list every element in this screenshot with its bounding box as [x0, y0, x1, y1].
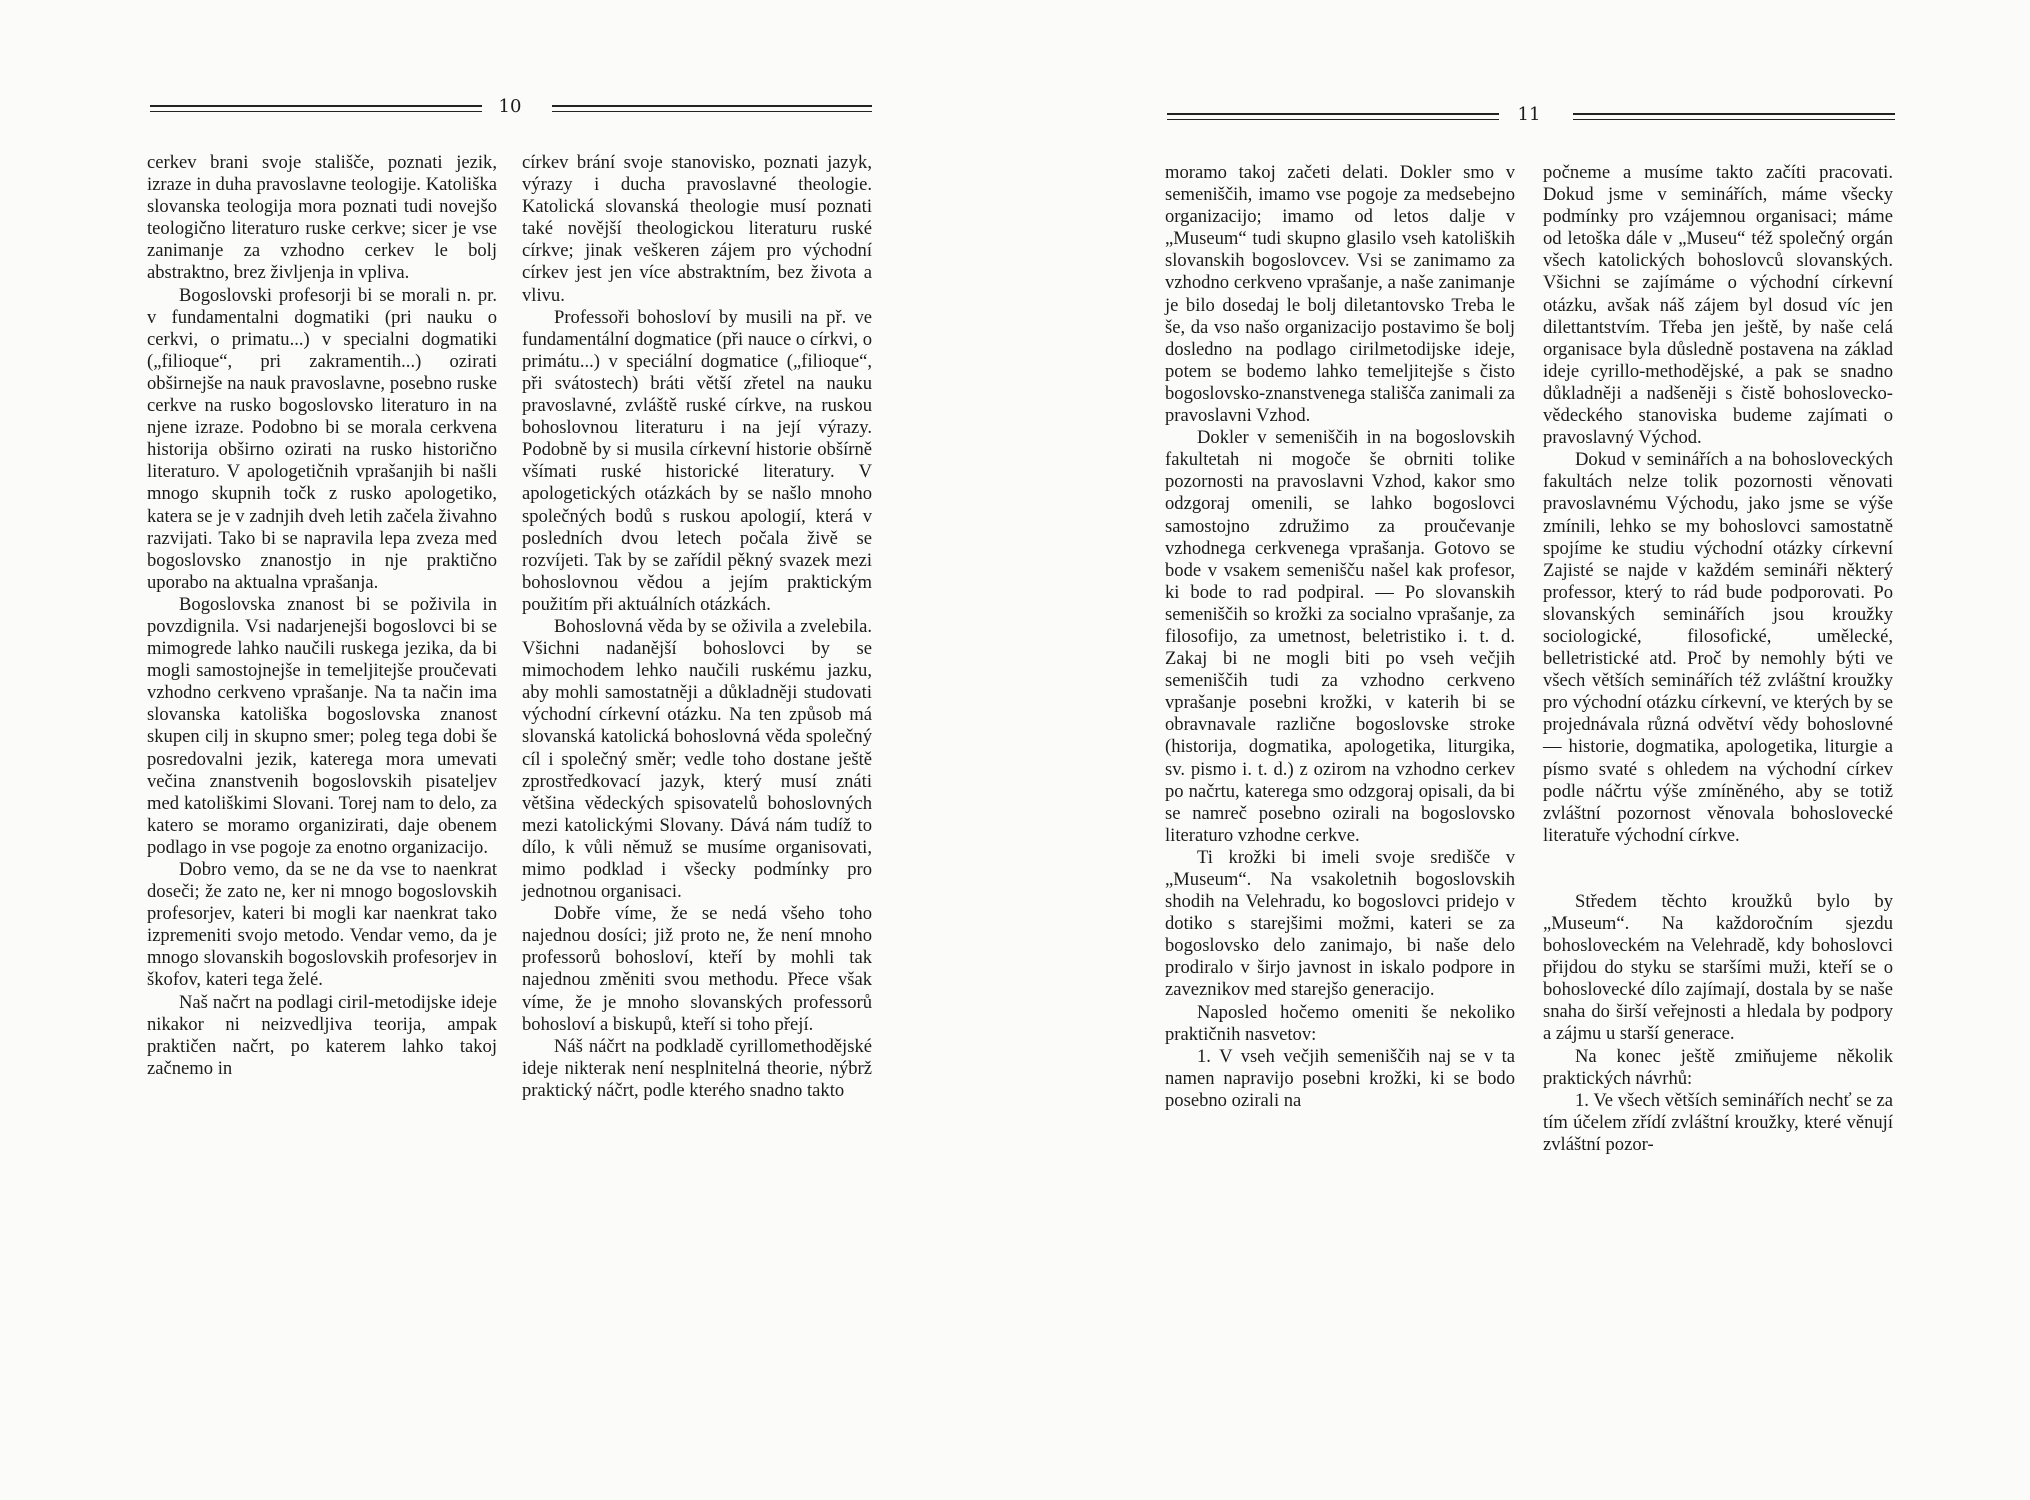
paragraph: 1. Ve všech větších seminářích nechť se za tím účelem zřídí zvláštní kroužky, které věnují zvláštní pozor-	[1543, 1089, 1893, 1155]
paragraph: Bogoslovska znanost bi se poživila in povzdignila. Vsi nadarjenejši bogoslovci bi se mimogrede lahko naučili ruskega jezika, da bi mogli samostojnejše in temeljitejše proučevati vzhodno cerkveno vprašanje. Na ta način ima slovanska katoliška bogoslovska znanost skupen cilj in skupno smer; poleg tega dobi še posredovalni jezik, katerega mora umevati večina znanstvenih bogoslovskih pisateljev med katoliškimi Slovani. Torej nam to delo, za katero se moramo organizirati, daje obenem podlago in vse pogoje za enotno organizacijo.	[147, 593, 497, 858]
paragraph: Ti krožki bi imeli svoje središče v „Museum“. Na vsakoletnih bogoslovskih shodih na Velehradu, ko bogoslovci pridejo v dotiko s starejšimi možmi, kateri se za bogoslovsko delo zanimajo, bi naše delo prodiralo v širjo javnost in iskalo podpore in zaveznikov med starejšo generacijo.	[1165, 846, 1515, 1001]
paragraph: Náš náčrt na podkladě cyrillomethodějské ideje nikterak není nesplnitelná theorie, nýbrž praktický náčrt, podle kterého snadno takto	[522, 1035, 872, 1101]
header-rule-right	[552, 105, 872, 112]
text-column-slovene	[1165, 162, 1515, 1112]
right-page	[1015, 0, 2030, 1500]
text-column-czech	[1543, 162, 1893, 1156]
header-rule-left	[1167, 113, 1499, 120]
page-header	[0, 96, 1015, 126]
paragraph: Na konec ještě zmiňujeme několik praktických návrhů:	[1543, 1045, 1893, 1089]
page-number: 11	[1517, 104, 1541, 125]
paragraph: Professoři bohosloví by musili na př. ve fundamentální dogmatice (při nauce o církvi, o primátu...) v speciální dogmatice („filioque“, při svátostech) bráti větší zřetel na nauku pravoslavné, zvláště ruské církve, na ruskou bohoslovnou literaturu i na její výrazy. Podobně by si musila církevní historie obšírně všímati ruské historické literatury. V apologetických otázkách by se našlo mnoho společných bodů s ruskou apologií, která v posledních dvou letech počala živě se rozvíjeti. Tak by se zařídil pěkný svazek mezi bohoslovnou vědou a jejím praktickým použitím při aktuálních otázkách.	[522, 306, 872, 615]
paragraph: Dokler v semeniščih in na bogoslovskih fakultetah ni mogoče še obrniti tolike pozornosti na pravoslavni Vzhod, kakor smo odzgoraj omenili, se lahko bogoslovci samostojno združimo za proučevanje vzhodnega cerkvenega vprašanja. Gotovo se bode v vsakem semenišču našel kak profesor, ki bode to rad podpiral. — Po slovanskih semeniščih so krožki za socialno vprašanje, za filosofijo, za umetnost, beletristiko i. t. d. Zakaj bi ne mogli biti po vseh večjih semeniščih tudi za vzhodno cerkveno vprašanje posebni krožki, v katerih bi se obravnavale različne bogoslovske stroke (historija, dogmatika, apologetika, liturgika, sv. pismo i. t. d.) z ozirom na vzhodno cerkev po načrtu, katerega smo odzgoraj opisali, da bi se namreč posebno ozirali na bogoslovsko literaturo vzhodne cerkve.	[1165, 427, 1515, 846]
paragraph: Naš načrt na podlagi ciril-metodijske ideje nikakor ni neizvedljiva teorija, ampak praktičen načrt, po katerem lahko takoj začnemo in	[147, 991, 497, 1079]
paragraph: církev brání svoje stanovisko, poznati jazyk, výrazy i ducha pravoslavné theologie. Katolická slovanská theologie musí poznati také novější theologickou literaturu ruské církve; jinak veškeren zájem pro východní církev jest jen více abstraktním, bez života a vlivu.	[522, 152, 872, 306]
page-number: 10	[498, 96, 522, 117]
paragraph: 1. V vseh večjih semeniščih naj se v ta namen napravijo posebni krožki, ki se bodo posebno ozirali na	[1165, 1045, 1515, 1111]
header-rule-right	[1573, 113, 1895, 120]
paragraph: cerkev brani svoje stališče, poznati jezik, izraze in duha pravoslavne teologije. Katoliška slovanska teologija mora poznati tudi novejšo teologično literaturo ruske cerkve; sicer je vse zanimanje za vzhodno cerkev le bolj abstraktno, brez življenja in vpliva.	[147, 152, 497, 284]
paragraph: Bohoslovná věda by se oživila a zvelebila. Všichni nadanější bohoslovci by se mimochodem lehko naučili ruskému jazku, aby mohli samostatněji a důkladněji studovati východní církevní otázku. Na ten způsob má slovanská katolická bohoslovná věda společný cíl i společný směr; vedle toho dostane ještě zprostředkovací jazyk, který musí znáti většina vědeckých spisovatelů bohoslovných mezi katolickými Slovany. Dává nám tudíž to dílo, k vůli němuž se musíme organisovati, mimo podklad i všecky podmínky pro jednotnou organisaci.	[522, 615, 872, 903]
paragraph: moramo takoj začeti delati. Dokler smo v semeniščih, imamo vse pogoje za medsebejno organizacijo; imamo od letos dalje v „Museum“ tudi skupno glasilo vseh katoliških slovanskih bogoslovcev. Vsi se zanimamo za vzhodno cerkveno vprašanje, a naše zanimanje je bilo dosedaj le bolj diletantovsko Treba le še, da vso našo organizacijo postavimo še bolj dosledno na podlago cirilmetodijske ideje, potem se bodemo lahko temeljitejše s čisto bogoslovsko-znanstvenega stališča zanimali za pravoslavni Vzhod.	[1165, 162, 1515, 427]
text-column-czech	[522, 152, 872, 1102]
paragraph: Naposled hočemo omeniti še nekoliko praktičnih nasvetov:	[1165, 1001, 1515, 1045]
paragraph: Bogoslovski profesorji bi se morali n. pr. v fundamentalni dogmatiki (pri nauku o cerkvi, o primatu...) v specialni dogmatiki („filioque“, pri zakramentih...) ozirati obširnejše na nauk pravoslavne, posebno ruske cerkve na rusko bogoslovsko literaturo in na njene izraze. Podobno bi se morala cerkvena historija obširno ozirati na rusko historično literaturo. V apologetičnih vprašanjih bi našli mnogo skupnih točk z rusko apologetiko, katera se je v zadnjih dveh letih začela živahno razvijati. Tako bi se napravila lepa zveza med bogoslovsko znanostjo in nje praktično uporabo na aktualna vprašanja.	[147, 284, 498, 593]
paragraph: Dokud v seminářích a na bohosloveckých fakultách nelze tolik pozornosti věnovati pravoslavnému Východu, jako jsme se výše zmínili, lehko se my bohoslovci samostatně spojíme ke studiu východní otázky církevní Zajisté se najde v každém semináři některý professor, který to rád bude podporovati. Po slovanských seminářích jsou kroužky sociologické, filosofické, umělecké, belletristické atd. Proč by nemohly býti ve všech větších seminářích též zvláštní kroužky pro východní otázku církevní, ve kterých by se projednávala různá odvětví vědy bohoslovné — historie, dogmatika, apologetika, liturgie a písmo svaté s ohledem na východní církev podle náčrtu výše zmíněného, aby se totiž zvláštní pozornost věnovala bohoslovecké literatuře východní církve.	[1543, 449, 1893, 846]
header-rule-left	[150, 105, 482, 112]
text-column-slovene	[147, 152, 497, 1080]
page-header	[1015, 104, 2030, 134]
paragraph: počneme a musíme takto začíti pracovati. Dokud jsme v seminářích, máme všecky podmínky pro vzájemnou organisaci; máme od letoška dále v „Museu“ též společný orgán všech katolických bohoslovců slovanských. Všichni se zajímáme o východní církevní otázku, avšak náš zájem byl dosud víc jen dilettantstvím. Třeba jen ještě, by naše celá organisace byla důsledně postavena na základ ideje cyrillo-methodějské, a pak se snadno důkladněji a nadšeněji s čistě bohoslovecko-vědeckého stanoviska budeme zajímati o pravoslavný Východ.	[1543, 162, 1893, 449]
paragraph: Dobro vemo, da se ne da vse to naenkrat doseči; že zato ne, ker ni mnogo bogoslovskih profesorjev, kateri bi mogli kar naenkrat tako izpremeniti svojo metodo. Vendar vemo, da je mnogo slovanskih bogoslovskih profesorjev in škofov, kateri tega želé.	[147, 859, 497, 991]
paragraph: Středem těchto kroužků bylo by „Museum“. Na každoročním sjezdu bohosloveckém na Velehradě, kdy bohoslovci přijdou do styku se staršími muži, kteří se o bohoslovecké dílo zajímají, dostala by se naše snaha do širší veřejnosti a hledala by podpory a zájmu u starší generace.	[1543, 890, 1893, 1045]
paragraph: Dobře víme, že se nedá všeho toho najednou dosíci; již proto ne, že není mnoho professorů bohosloví, kteří by mohli tak najednou změniti svou methodu. Přece však víme, že je mnoho slovanských professorů bohosloví a biskupů, kteří si toho přejí.	[522, 903, 872, 1035]
